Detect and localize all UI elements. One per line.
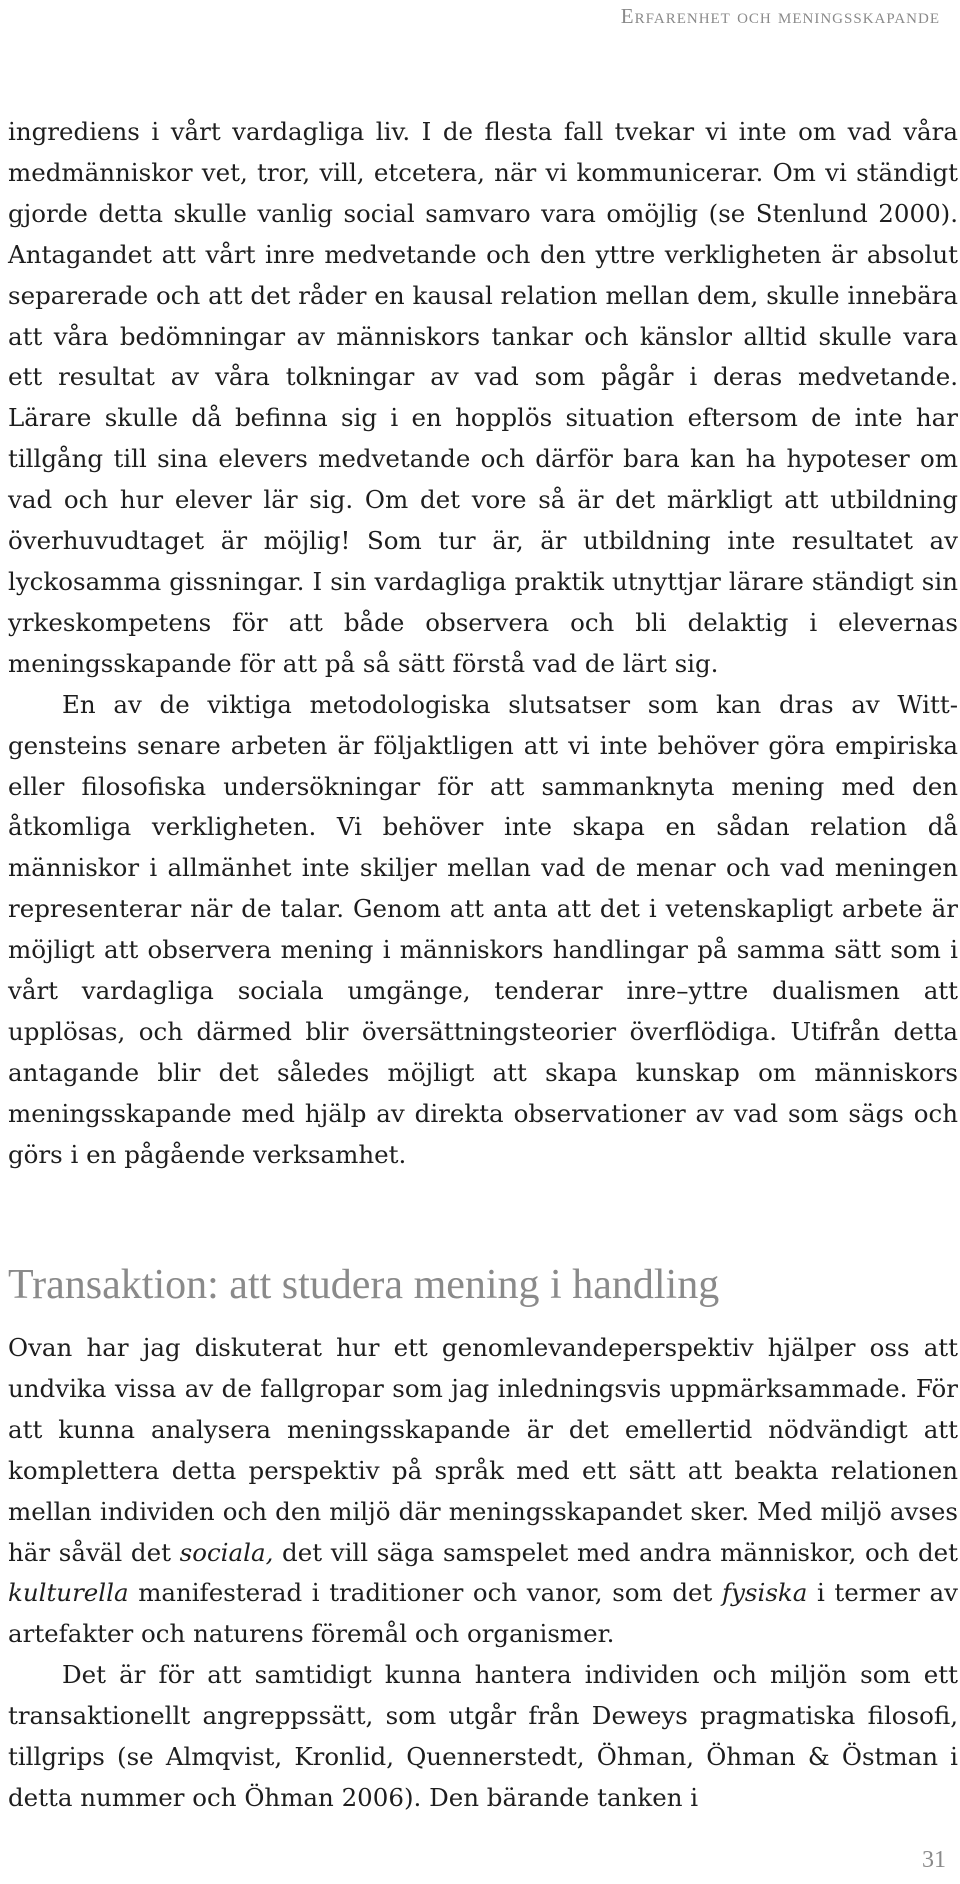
- paragraph: Det är för att samtidigt kunna hantera individen och miljön som ett transaktionellt angreppssätt, som utgår från Deweys pragmatiska filosofi, tillgrips (se Almqvist, Kronlid, Quennerstedt, Öhman, Öhman & Östman i detta nummer och Öhman 2006). Den bärande tanken i: [8, 1660, 958, 1812]
- emphasis-social: sociala,: [179, 1537, 274, 1567]
- paragraph: En av de viktiga metodologiska slutsatser som kan dras av Wittgensteins senare arbeten är följaktligen att vi inte behöver göra empiriska eller filosofiska undersökningar för att sammanknyta mening med den åtkomliga verkligheten. Vi behöver inte skapa en sådan relation då människor i allmänhet inte skiljer mellan vad de menar och vad meningen representerar när de talar. Genom att anta att det i vetenskapligt arbete är möjligt att observera mening i människors handlingar på samma sätt som i vårt vardagliga sociala umgänge, tenderar inre–yttre dualismen att upplösas, och därmed blir översättningsteorier överflödiga. Utifrån detta antagande blir det således möjligt att skapa kunskap om människors meningsskapande med hjälp av direkta observationer av vad som sägs och görs i en pågående verksamhet.: [8, 689, 958, 1169]
- text-run: i termer av artefakter och naturens föremål och organismer.: [8, 1578, 958, 1649]
- section-heading: Transaktion: att studera mening i handling: [8, 1262, 720, 1308]
- text-run: det vill säga samspelet med andra människor, och det: [273, 1537, 958, 1567]
- body-text-block: [8, 112, 958, 1176]
- paragraph: ingrediens i vårt vardagliga liv. I de flesta fall tvekar vi inte om vad våra medmänniskor vet, tror, vill, etcetera, när vi kommunicerar. Om vi ständigt gjorde detta skulle vanlig social samvaro vara omöjlig (se Stenlund 2000). Antagandet att vårt inre medvetande och den yttre verkligheten är absolut separerade och att det råder en kausal relation mellan dem, skulle innebära att våra bedömningar av människors tankar och känslor alltid skulle vara ett resultat av våra tolkningar av vad som pågår i deras medvetande. Lärare skulle då befinna sig i en hopplös situation eftersom de inte har tillgång till sina elevers medvetande och därför bara kan ha hypoteser om vad och hur elever lär sig. Om det vore så är det märkligt att utbildning överhuvudtaget är möjlig! Som tur är, är utbildning inte resultatet av lyckosamma gissningar. I sin vardagliga praktik utnyttjar lärare ständigt sin yrkeskompetens för att både observera och bli delaktig i elevernas meningsskapande för att på så sätt förstå vad de lärt sig.: [8, 117, 958, 678]
- emphasis-cultural: kulturella: [8, 1578, 129, 1608]
- page-number: 31: [922, 1847, 946, 1873]
- text-run: Ovan har jag diskuterat hur ett genomlevandeperspektiv hjälper oss att undvika vissa av de fallgropar som jag inledningsvis uppmärksammade. För att kunna analysera meningsskapande är det emellertid nödvändigt att komplettera detta perspektiv på språk med ett sätt att beakta relationen mellan individen och den miljö där meningsskapandet sker. Med miljö avses här såväl det: [8, 1333, 958, 1567]
- text-run: manifesterad i traditioner och vanor, som det: [128, 1578, 723, 1608]
- paragraph: [8, 1328, 958, 1655]
- emphasis-physical: fysiska: [722, 1578, 808, 1608]
- running-header: Erfarenhet och meningsskapande: [620, 4, 940, 28]
- body-text-block: [8, 1328, 958, 1819]
